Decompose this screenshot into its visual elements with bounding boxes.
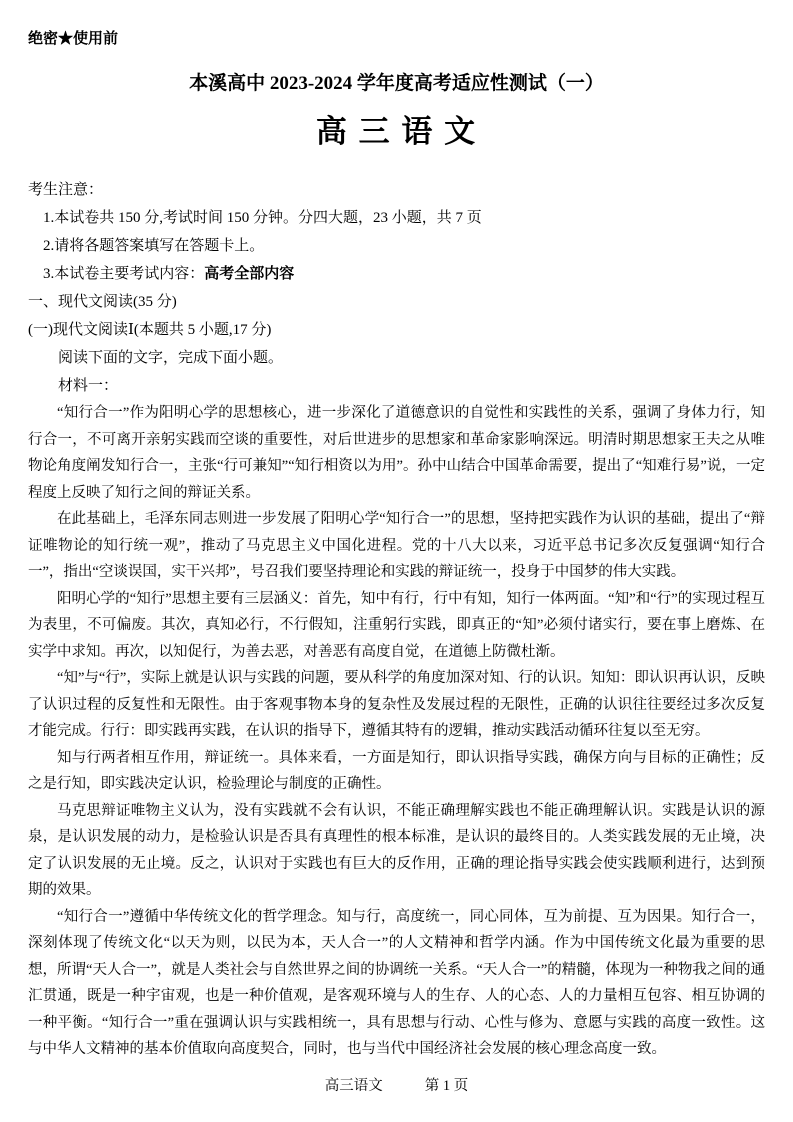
reading-instruction: 阅读下面的文字，完成下面小题。	[58, 350, 284, 366]
notice-header: 考生注意：	[28, 182, 104, 198]
material-paragraph-3: 阳明心学的“知行”思想主要有三层涵义：首先，知中有行，行中有知，知行一体两面。“知”和“行”的实现过程互为表里，不可偏废。其次，真知必行，不行假知，注重躬行实践，即真正的“知”必须付诸实行，要在事上磨炼、在实学中求知。再次，以知促行，为善去恶，对善恶有高度自觉，在道德上防微杜渐。	[28, 590, 765, 660]
section-1-1-heading: (一)现代文阅读Ⅰ(本题共 5 小题,17 分)	[28, 322, 272, 338]
exam-title: 本溪高中 2023-2024 学年度高考适应性测试（一）	[189, 73, 604, 94]
notice-item-3	[28, 260, 765, 288]
material-paragraph-4: “知”与“行”，实际上就是认识与实践的问题，要从科学的角度加深对知、行的认识。知知：即认识再认识，反映了认识过程的反复性和无限性。由于客观事物本身的复杂性及发展过程的无限性，正确的认识往往要经过多次反复才能完成。行行：即实践再实践，在认识的指导下，遵循其特有的逻辑，推动实践活动循环往复以至无穷。	[28, 670, 765, 739]
subject-title: 高 三 语 文	[315, 114, 478, 149]
notice-item-3-text: 3.本试卷主要考试内容：	[43, 266, 205, 282]
classification-label: 绝密★使用前	[28, 31, 119, 47]
page-footer	[0, 1076, 793, 1096]
footer-subject-label: 高三语文	[324, 1078, 383, 1094]
notice-item-1: 1.本试卷共 150 分,考试时间 150 分钟。分四大题，23 小题，共 7 页	[43, 210, 482, 226]
notice-item-2: 2.请将各题答案填写在答题卡上。	[43, 238, 265, 254]
footer-page-number: 第 1 页	[424, 1078, 469, 1094]
material-paragraph-1: “知行合一”作为阳明心学的思想核心，进一步深化了道德意识的自觉性和实践性的关系，强调了身体力行，知行合一，不可离开亲躬实践而空谈的重要性，对后世进步的思想家和革命家影响深远。明清时期思想家王夫之从唯物论角度阐发知行合一，主张“行可兼知”“知行相资以为用”。孙中山结合中国革命需要，提出了“知难行易”说，一定程度上反映了知行之间的辩证关系。	[28, 405, 765, 501]
notice-item-3-bold-content: 高考全部内容	[204, 266, 295, 282]
material-paragraph-7: “知行合一”遵循中华传统文化的哲学理念。知与行，高度统一，同心同体，互为前提、互为因果。知行合一，深刻体现了传统文化“以天为则，以民为本，天人合一”的人文精神和哲学内涵。作为中国传统文化最为重要的思想，所谓“天人合一”，就是人类社会与自然世界之间的协调统一关系。“天人合一”的精髓，体现为一种物我之间的通汇贯通，既是一种宇宙观，也是一种价值观，是客观环境与人的生存、人的心态、人的力量相互包容、相互协调的一种平衡。“知行合一”重在强调认识与实践相统一，具有思想与行动、心性与修为、意愿与实践的高度一致性。这与中华人文精神的基本价值取向高度契合，同时，也与当代中国经济社会发展的核心理念高度一致。	[28, 908, 765, 1057]
material-paragraph-2: 在此基础上，毛泽东同志则进一步发展了阳明心学“知行合一”的思想，坚持把实践作为认识的基础，提出了“辩证唯物论的知行统一观”，推动了马克思主义中国化进程。党的十八大以来，习近平总书记多次反复强调“知行合一”，指出“空谈误国，实干兴邦”，号召我们要坚持理论和实践的辩证统一，投身于中国梦的伟大实践。	[28, 511, 765, 580]
material-paragraph-6: 马克思辩证唯物主义认为，没有实践就不会有认识，不能正确理解实践也不能正确理解认识。实践是认识的源泉，是认识发展的动力，是检验认识是否具有真理性的根本标准，是认识的最终目的。人类实践发展的无止境，决定了认识发展的无止境。反之，认识对于实践也有巨大的反作用，正确的理论指导实践会使实践顺利进行，达到预期的效果。	[28, 802, 765, 898]
section-1-heading: 一、现代文阅读(35 分)	[28, 294, 177, 310]
material-paragraph-5: 知与行两者相互作用，辩证统一。具体来看，一方面是知行，即认识指导实践，确保方向与目标的正确性；反之是行知，即实践决定认识，检验理论与制度的正确性。	[28, 749, 765, 792]
material-one-label: 材料一：	[58, 378, 119, 394]
